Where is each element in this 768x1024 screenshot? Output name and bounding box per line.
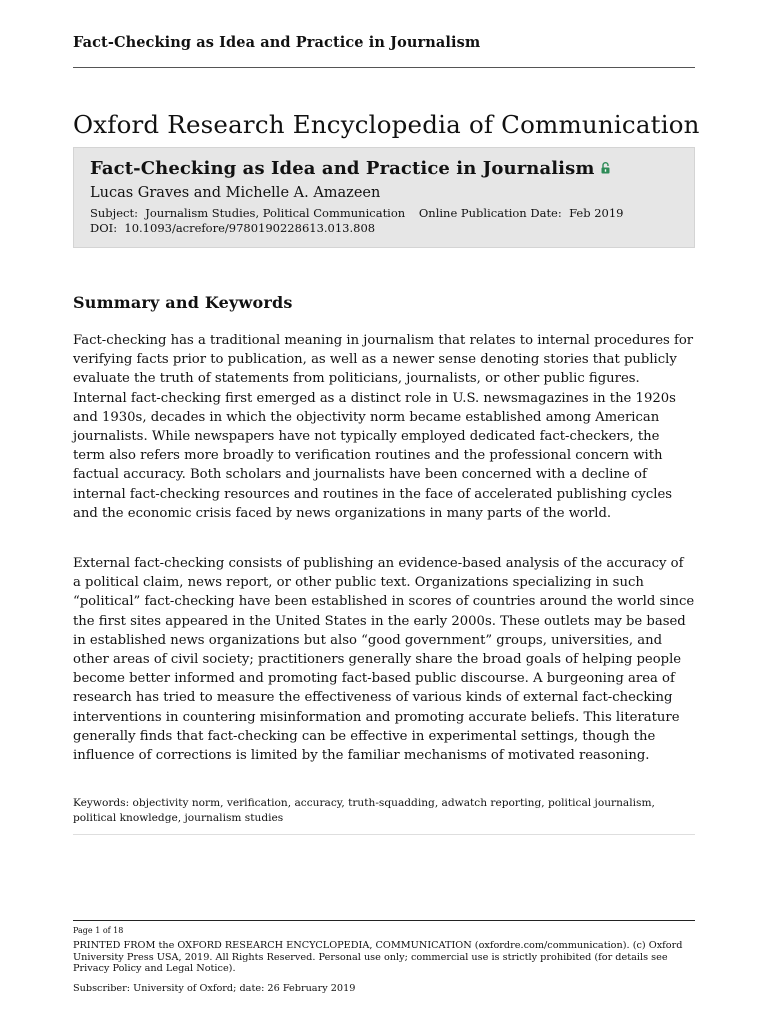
header-divider: [73, 67, 695, 68]
open-access-lock-icon: [601, 158, 610, 179]
article-meta-doi: [90, 221, 375, 235]
summary-paragraph: External fact-checking consists of publishing an evidence-based analysis of the accuracy of a political claim, news report, or other public text. Organizations specializing in such “political” fact-checking have been established in scores of countries around the world since the first sites appeared in the United States in the early 2000s. These outlets may be based in established news organizations but also “good government” groups, universities, and other areas of civil society; practitioners generally share the broad goals of helping people become better informed and promoting fact-based public discourse. A burgeoning area of research has tried to measure the effectiveness of various kinds of external fact-checking interventions in countering misinformation and promoting accurate beliefs. This literature generally finds that fact-checking can be effective in experimental settings, though the influence of corrections is limited by the familiar mechanisms of motivated reasoning.: [73, 556, 695, 764]
footer-divider: [73, 920, 695, 921]
printed-notice: PRINTED FROM the OXFORD RESEARCH ENCYCLOPEDIA, COMMUNICATION (oxfordre.com/communication). (c) Oxford University Press USA, 2019. All Rights Reserved. Personal use only; commercial use is strictly prohibited (for details see Privacy Policy and Legal Notice).: [73, 940, 683, 974]
doi-value: 10.1093/acrefore/9780190228613.013.808: [124, 221, 376, 235]
summary-paragraph: Fact-checking has a traditional meaning in journalism that relates to internal procedures for verifying facts prior to publication, as well as a newer sense denoting stories that publicly evaluate the truth of statements from politicians, journalists, or other public figures. Internal fact-checking first emerged as a distinct role in U.S. newsmagazines in the 1920s and 1930s, decades in which the objectivity norm became established among American journalists. While newspapers have not typically employed dedicated fact-checkers, the term also refers more broadly to verification routines and the professional concern with factual accuracy. Both scholars and journalists have been concerned with a decline of internal fact-checking resources and routines in the face of accelerated publishing cycles and the economic crisis faced by news organizations in many parts of the world.: [73, 333, 694, 521]
keywords: Keywords: objectivity norm, verification, accuracy, truth-squadding, adwatch reporting, political journalism, political knowledge, journalism studies: [73, 797, 655, 824]
subject-label: Subject:: [90, 206, 138, 220]
keywords-divider: [73, 834, 695, 835]
publication-date-value: Feb 2019: [569, 206, 624, 220]
encyclopedia-title: Oxford Research Encyclopedia of Communication: [73, 110, 700, 139]
article-info-box: [73, 147, 695, 248]
article-meta-subject-date: [90, 206, 624, 220]
doi-label: DOI:: [90, 221, 118, 235]
article-title-row: [90, 158, 610, 180]
page-number: Page 1 of 18: [73, 926, 124, 935]
article-title: Fact-Checking as Idea and Practice in Journalism: [90, 158, 595, 179]
running-header: Fact-Checking as Idea and Practice in Journalism: [73, 34, 481, 51]
subscriber-line: Subscriber: University of Oxford; date: 26 February 2019: [73, 983, 356, 994]
summary-heading: Summary and Keywords: [73, 293, 293, 312]
article-authors: Lucas Graves and Michelle A. Amazeen: [90, 185, 381, 201]
publication-date-label: Online Publication Date:: [418, 206, 562, 220]
subject-value: Journalism Studies, Political Communication: [145, 206, 406, 220]
